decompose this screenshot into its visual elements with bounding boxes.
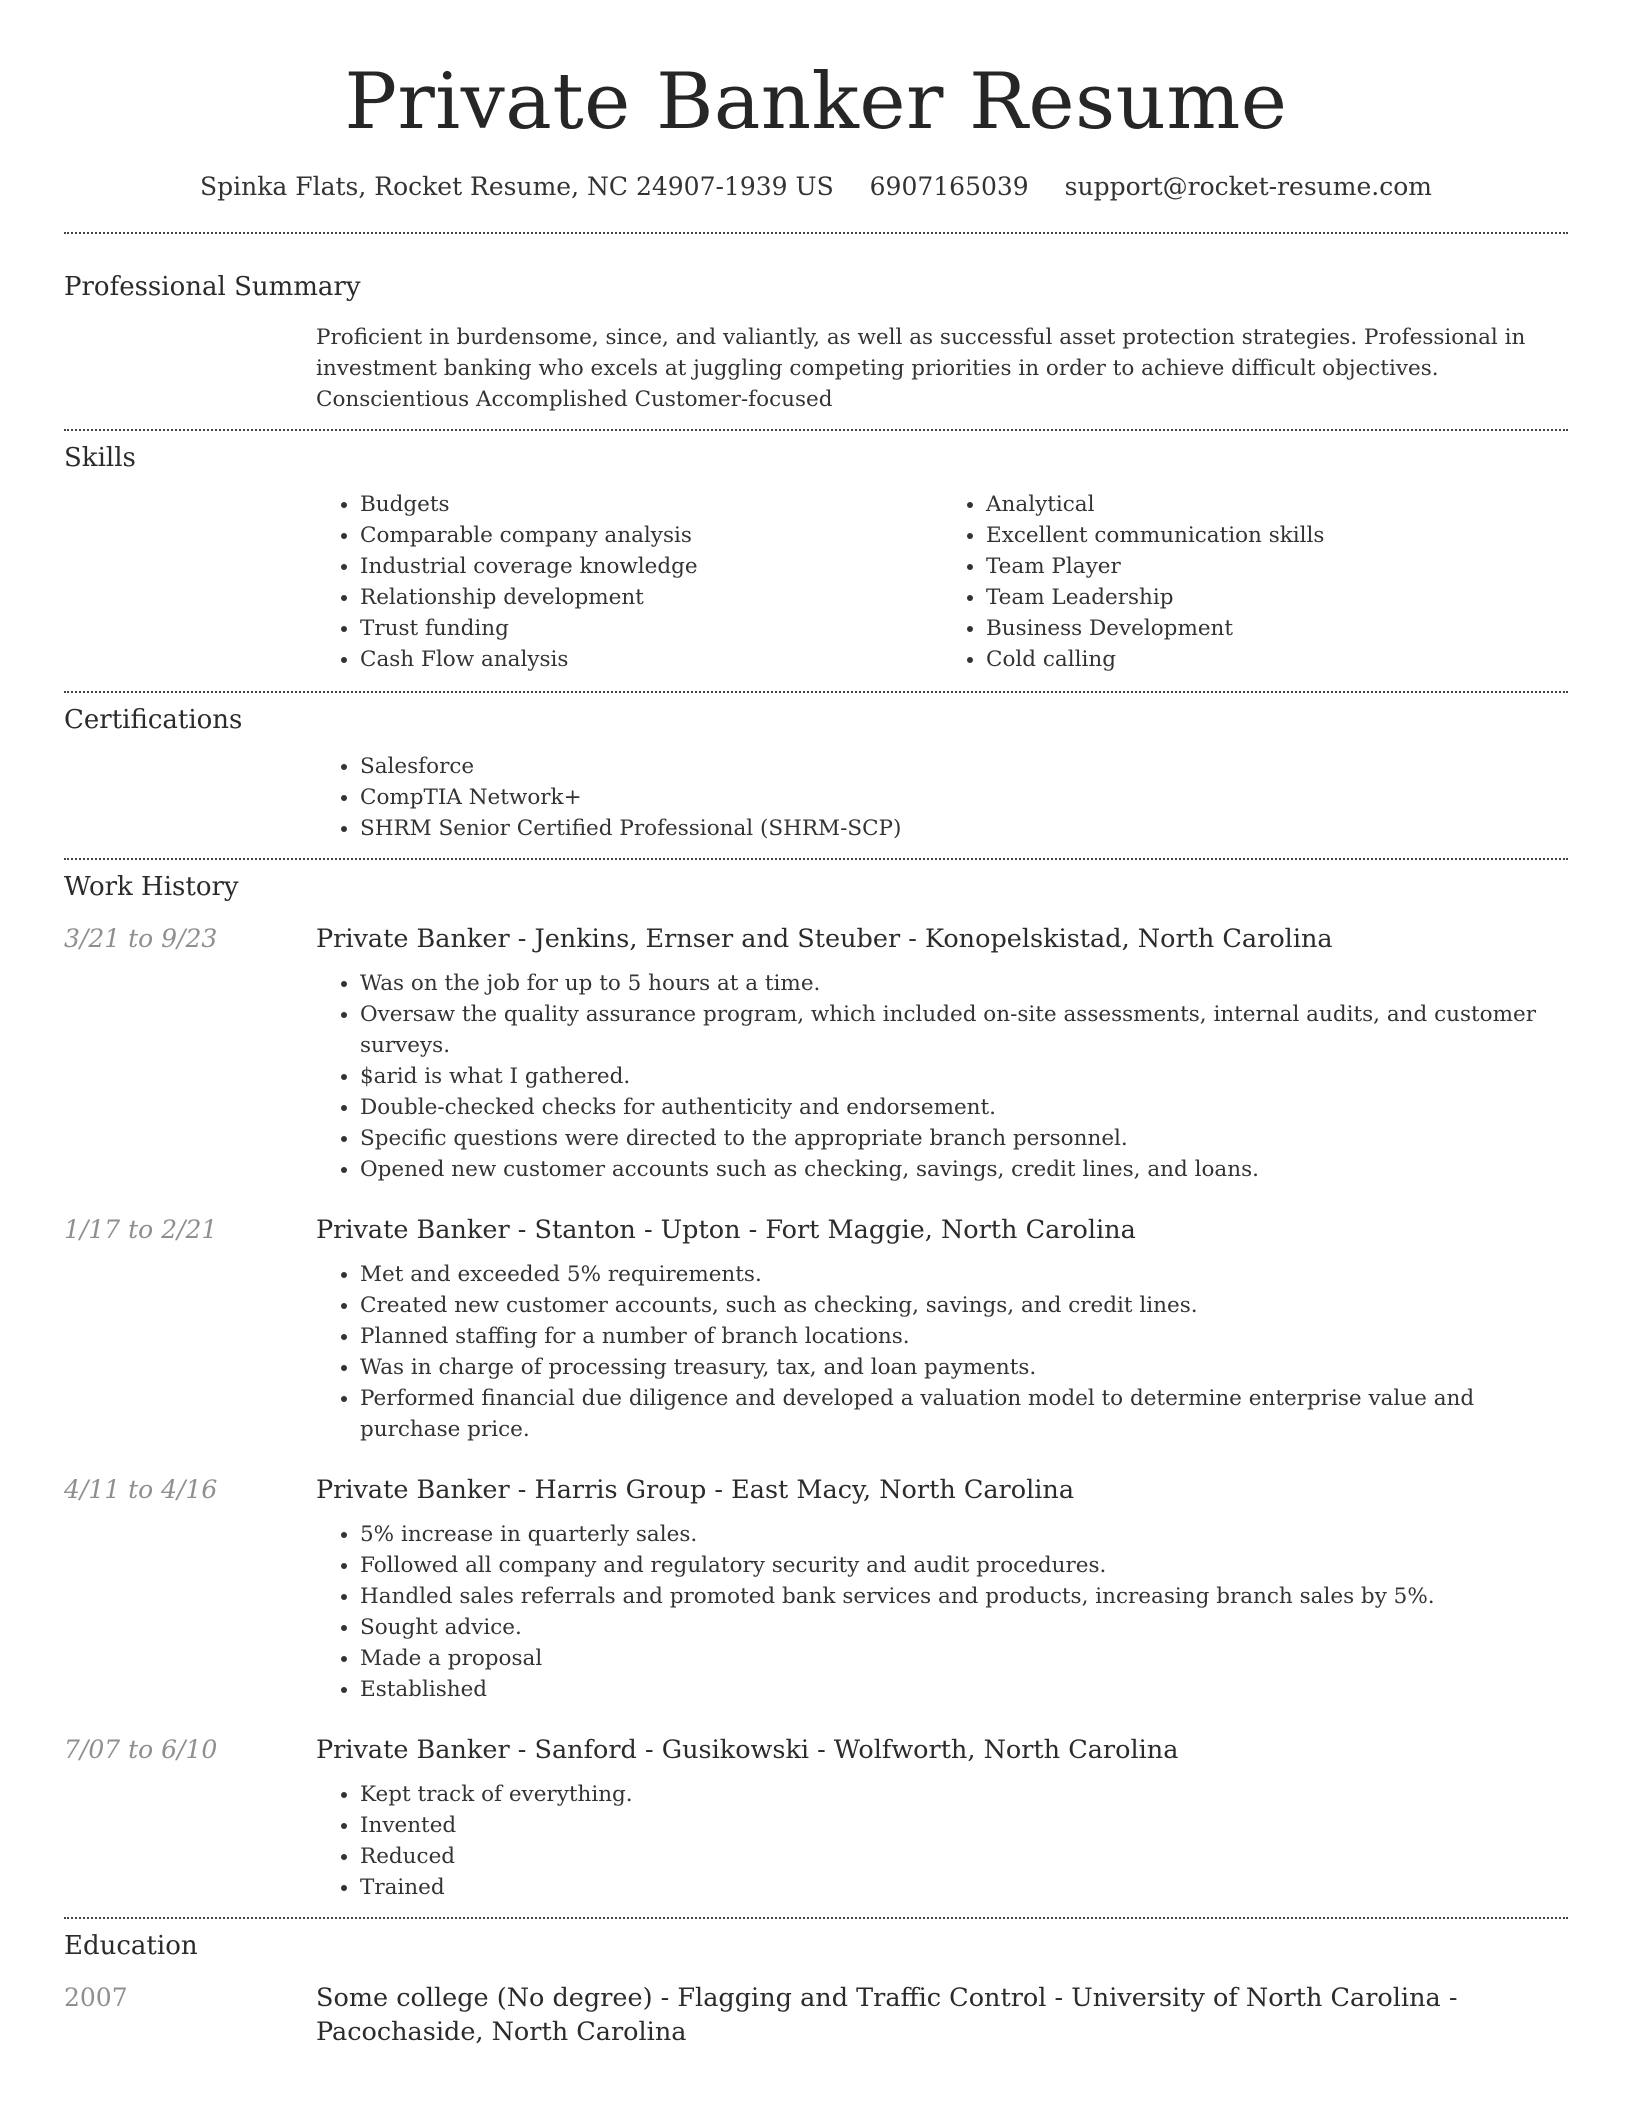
work-history-section [64,872,1568,1903]
job-bullet: • Met and exceeded 5% requirements. [360,1259,1568,1290]
contact-phone: 6907165039 [869,172,1029,201]
skill-item: • Trust funding [360,613,942,644]
job-title: Private Banker - Harris Group - East Macy, North Carolina [316,1475,1075,1505]
job-bullet: • Invented [360,1810,1568,1841]
skill-item: • Comparable company analysis [360,520,942,551]
certification-item: • Salesforce [360,751,1568,782]
job-bullet: • Reduced [360,1841,1568,1872]
job-bullet: • Oversaw the quality assurance program, which included on-site assessments, internal audits, and customer surveys. [360,999,1568,1061]
contact-address: Spinka Flats, Rocket Resume, NC 24907-1939 US [200,172,834,201]
divider [64,232,1568,234]
education-entry [64,1981,1568,2049]
skill-item: • Team Player [986,551,1568,582]
job-bullet: • Trained [360,1872,1568,1903]
skill-item: • Budgets [360,489,942,520]
job-bullets [316,968,1568,1185]
divider [64,1917,1568,1919]
contact-email: support@rocket-resume.com [1064,172,1432,201]
job-dates: 3/21 to 9/23 [64,924,218,953]
skills-heading: Skills [64,443,136,473]
work-history-heading: Work History [64,872,239,902]
job-bullet: • Created new customer accounts, such as checking, savings, and credit lines. [360,1290,1568,1321]
divider [64,858,1568,860]
page-title: Private Banker Resume [344,57,1288,147]
divider [64,429,1568,431]
skills-grid [316,489,1568,675]
job-bullet: • Sought advice. [360,1612,1568,1643]
job-bullet: • Established [360,1674,1568,1705]
job-dates: 1/17 to 2/21 [64,1215,218,1244]
job-bullet: • Planned staffing for a number of branch locations. [360,1321,1568,1352]
certification-item: • CompTIA Network+ [360,782,1568,813]
job-title: Private Banker - Jenkins, Ernser and Steuber - Konopelskistad, North Carolina [316,924,1333,954]
job-entry [64,922,1568,1185]
skill-item: • Cold calling [986,644,1568,675]
job-bullet: • Double-checked checks for authenticity and endorsement. [360,1092,1568,1123]
job-title: Private Banker - Stanton - Upton - Fort Maggie, North Carolina [316,1215,1136,1245]
job-bullet: • $arid is what I gathered. [360,1061,1568,1092]
summary-heading: Professional Summary [64,272,361,302]
skill-item: • Excellent communication skills [986,520,1568,551]
job-bullet: • Was in charge of processing treasury, tax, and loan payments. [360,1352,1568,1383]
job-bullet: • Was on the job for up to 5 hours at a time. [360,968,1568,999]
education-title: Some college (No degree) - Flagging and Traffic Control - University of North Carolina - Pacochaside, North Carolina [316,1983,1458,2047]
job-bullets [316,1519,1568,1705]
certifications-list [316,751,1568,844]
job-bullet: • Opened new customer accounts such as checking, savings, credit lines, and loans. [360,1154,1568,1185]
job-entry [64,1213,1568,1445]
skill-item: • Relationship development [360,582,942,613]
job-bullet: • Kept track of everything. [360,1779,1568,1810]
job-entry [64,1473,1568,1705]
skill-item: • Business Development [986,613,1568,644]
contact-line [64,170,1568,204]
job-bullet: • Followed all company and regulatory security and audit procedures. [360,1550,1568,1581]
skills-right-list [942,489,1568,675]
skill-item: • Team Leadership [986,582,1568,613]
job-bullet: • 5% increase in quarterly sales. [360,1519,1568,1550]
certifications-heading: Certifications [64,705,243,735]
job-bullet: • Handled sales referrals and promoted bank services and products, increasing branch sales by 5%. [360,1581,1568,1612]
certification-item: • SHRM Senior Certified Professional (SHRM-SCP) [360,813,1568,844]
education-year: 2007 [64,1983,128,2012]
job-dates: 4/11 to 4/16 [64,1475,218,1504]
education-heading: Education [64,1931,198,1961]
job-title: Private Banker - Sanford - Gusikowski - Wolfworth, North Carolina [316,1735,1179,1765]
job-dates: 7/07 to 6/10 [64,1735,218,1764]
certifications-section [64,705,1568,844]
job-bullets [316,1779,1568,1903]
summary-section [64,272,1568,415]
job-bullet: • Performed financial due diligence and developed a valuation model to determine enterprise value and purchase price. [360,1383,1568,1445]
divider [64,691,1568,693]
skills-left-list [316,489,942,675]
education-section [64,1931,1568,2049]
certifications-body [316,751,1568,844]
skill-item: • Cash Flow analysis [360,644,942,675]
skill-item: • Analytical [986,489,1568,520]
skill-item: • Industrial coverage knowledge [360,551,942,582]
job-bullets [316,1259,1568,1445]
summary-text: Proficient in burdensome, since, and valiantly, as well as successful asset protection strategies. Professional in investment banking who excels at juggling competing priorities in order to achieve difficult objectives. Conscientious Accomplished Customer-focused [316,325,1526,412]
job-bullet: • Specific questions were directed to the appropriate branch personnel. [360,1123,1568,1154]
skills-section [64,443,1568,675]
job-bullet: • Made a proposal [360,1643,1568,1674]
job-entry [64,1733,1568,1903]
